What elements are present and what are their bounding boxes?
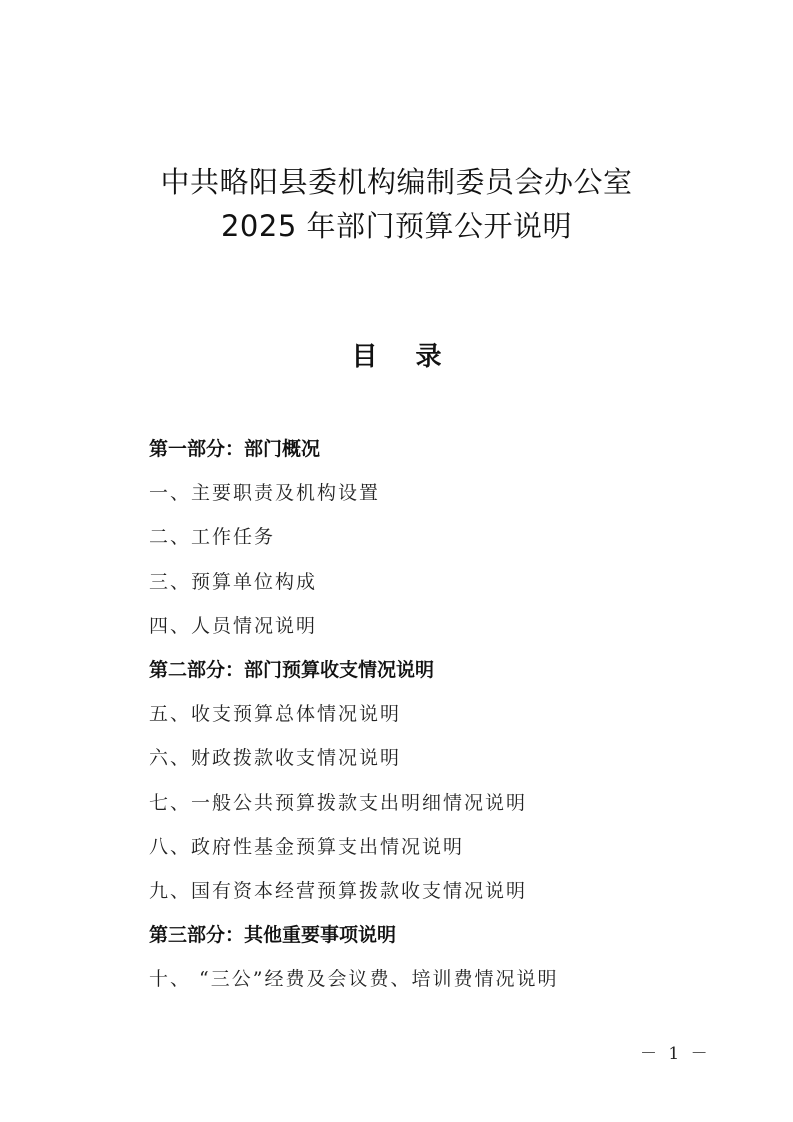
toc-entry-3: 三、预算单位构成 — [149, 570, 318, 593]
toc-entry-6: 六、财政拨款收支情况说明 — [149, 747, 402, 770]
table-of-contents-heading — [0, 340, 793, 374]
page-number: － 1 － — [640, 1044, 711, 1064]
document-title-line-2: 2025 年部门预算公开说明 — [220, 209, 573, 243]
toc-entry-1: 一、主要职责及机构设置 — [149, 482, 381, 505]
toc-entry-5: 五、收支预算总体情况说明 — [149, 703, 402, 726]
toc-entry-10: 十、 “三公”经费及会议费、培训费情况说明 — [149, 968, 559, 991]
toc-part-3: 第三部分：其他重要事项说明 — [149, 924, 397, 947]
toc-entry-8: 八、政府性基金预算支出情况说明 — [149, 835, 465, 858]
toc-part-2: 第二部分：部门预算收支情况说明 — [149, 658, 435, 681]
toc-entry-4: 四、人员情况说明 — [149, 614, 318, 637]
document-title-line-1: 中共略阳县委机构编制委员会办公室 — [160, 165, 633, 199]
toc-part-1: 第一部分：部门概况 — [149, 438, 321, 460]
toc-heading-char-1: 目 — [351, 342, 378, 372]
toc-entry-9: 九、国有资本经营预算拨款收支情况说明 — [149, 879, 528, 902]
toc-heading-char-2: 录 — [415, 342, 442, 372]
table-of-contents-list — [149, 432, 709, 1006]
toc-entry-2: 二、工作任务 — [149, 526, 276, 549]
toc-entry-7: 七、一般公共预算拨款支出明细情况说明 — [149, 791, 528, 814]
